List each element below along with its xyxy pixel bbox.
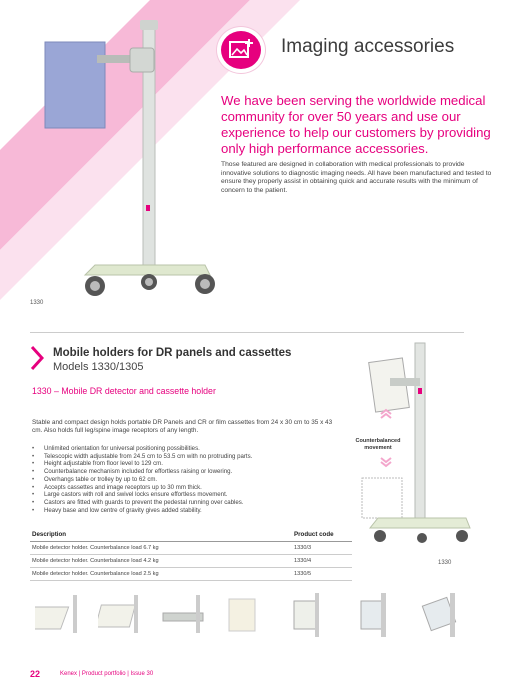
table-cell-description: Mobile detector holder. Counterbalance load 4.2 kg	[30, 555, 292, 568]
table-row	[30, 555, 352, 568]
list-item: • Castors are fitted with guards to prevent the pedestal running over cables.	[32, 499, 347, 507]
table-cell-code: 1330/4	[292, 555, 352, 568]
footer-text: Kenex | Product portfolio | Issue 30	[60, 671, 154, 677]
section-title: Mobile holders for DR panels and cassettes	[53, 347, 292, 359]
table-cell-description: Mobile detector holder. Counterbalance load 2.5 kg	[30, 568, 292, 581]
body-text: Those featured are designed in collaboration with medical professionals to provide innovative solutions to diagnostic imaging needs. All have been manufactured and tested to ensure they properly assist in obtaining quick and accurate results with the minimum of concern to the patient.	[221, 161, 492, 194]
thumbnail-image	[420, 593, 465, 637]
thumbnail-image	[35, 595, 85, 635]
list-item: • Accepts cassettes and image receptors up to 30 mm thick.	[32, 484, 347, 492]
product-heading: 1330 – Mobile DR detector and cassette holder	[32, 386, 216, 396]
figure-caption: 1330	[438, 560, 452, 566]
list-item: • Telescopic width adjustable from 24.5 cm to 53.5 cm with no protruding parts.	[32, 453, 347, 461]
thumbnail-image	[225, 593, 265, 637]
section-divider	[30, 332, 464, 333]
thumbnail-image	[288, 593, 328, 637]
counterbalanced-label: Counterbalanced movement	[355, 438, 401, 451]
section-subtitle: Models 1330/1305	[53, 361, 144, 373]
list-item: • Unlimited orientation for universal positioning possibilities.	[32, 445, 347, 453]
table-row	[30, 568, 352, 581]
list-item: • Heavy base and low centre of gravity gives added stability.	[32, 507, 347, 515]
thumbnail-image	[158, 595, 213, 635]
page-number: 22	[30, 669, 41, 679]
thumbnail-image	[355, 593, 395, 637]
list-item: • Large castors with roll and swivel locks ensure effortless movement.	[32, 491, 347, 499]
table-header-description: Description	[30, 530, 292, 542]
page-title: Imaging accessories	[281, 36, 455, 57]
intro-text: We have been serving the worldwide medical community for over 50 years and use our experience to help our customers by providing only high performance accessories.	[221, 93, 491, 156]
image-add-icon	[221, 31, 261, 69]
list-item: • Counterbalance mechanism included for effortless raising or lowering.	[32, 468, 347, 476]
mobile-holder-hero-image	[35, 20, 225, 305]
table-cell-description: Mobile detector holder. Counterbalance load 6.7 kg	[30, 542, 292, 555]
header-icon-badge	[217, 27, 265, 73]
list-item: • Overhangs table or trolley by up to 62 cm.	[32, 476, 347, 484]
thumbnail-image	[98, 595, 148, 635]
product-table	[30, 530, 352, 581]
product-description: Stable and compact design holds portable DR Panels and CR or film cassettes from 24 x 30 cm to 35 x 43 cm. Also holds full leg/spine image receptors of any length.	[32, 419, 333, 435]
hero-caption: 1330	[30, 300, 44, 306]
list-item: • Height adjustable from floor level to 129 cm.	[32, 460, 347, 468]
table-cell-code: 1330/3	[292, 542, 352, 555]
accessory-thumbnails	[30, 590, 480, 640]
table-row	[30, 542, 352, 555]
chevron-right-icon	[30, 345, 44, 371]
table-cell-code: 1330/5	[292, 568, 352, 581]
feature-list	[32, 445, 347, 514]
table-header-code: Product code	[292, 530, 352, 542]
